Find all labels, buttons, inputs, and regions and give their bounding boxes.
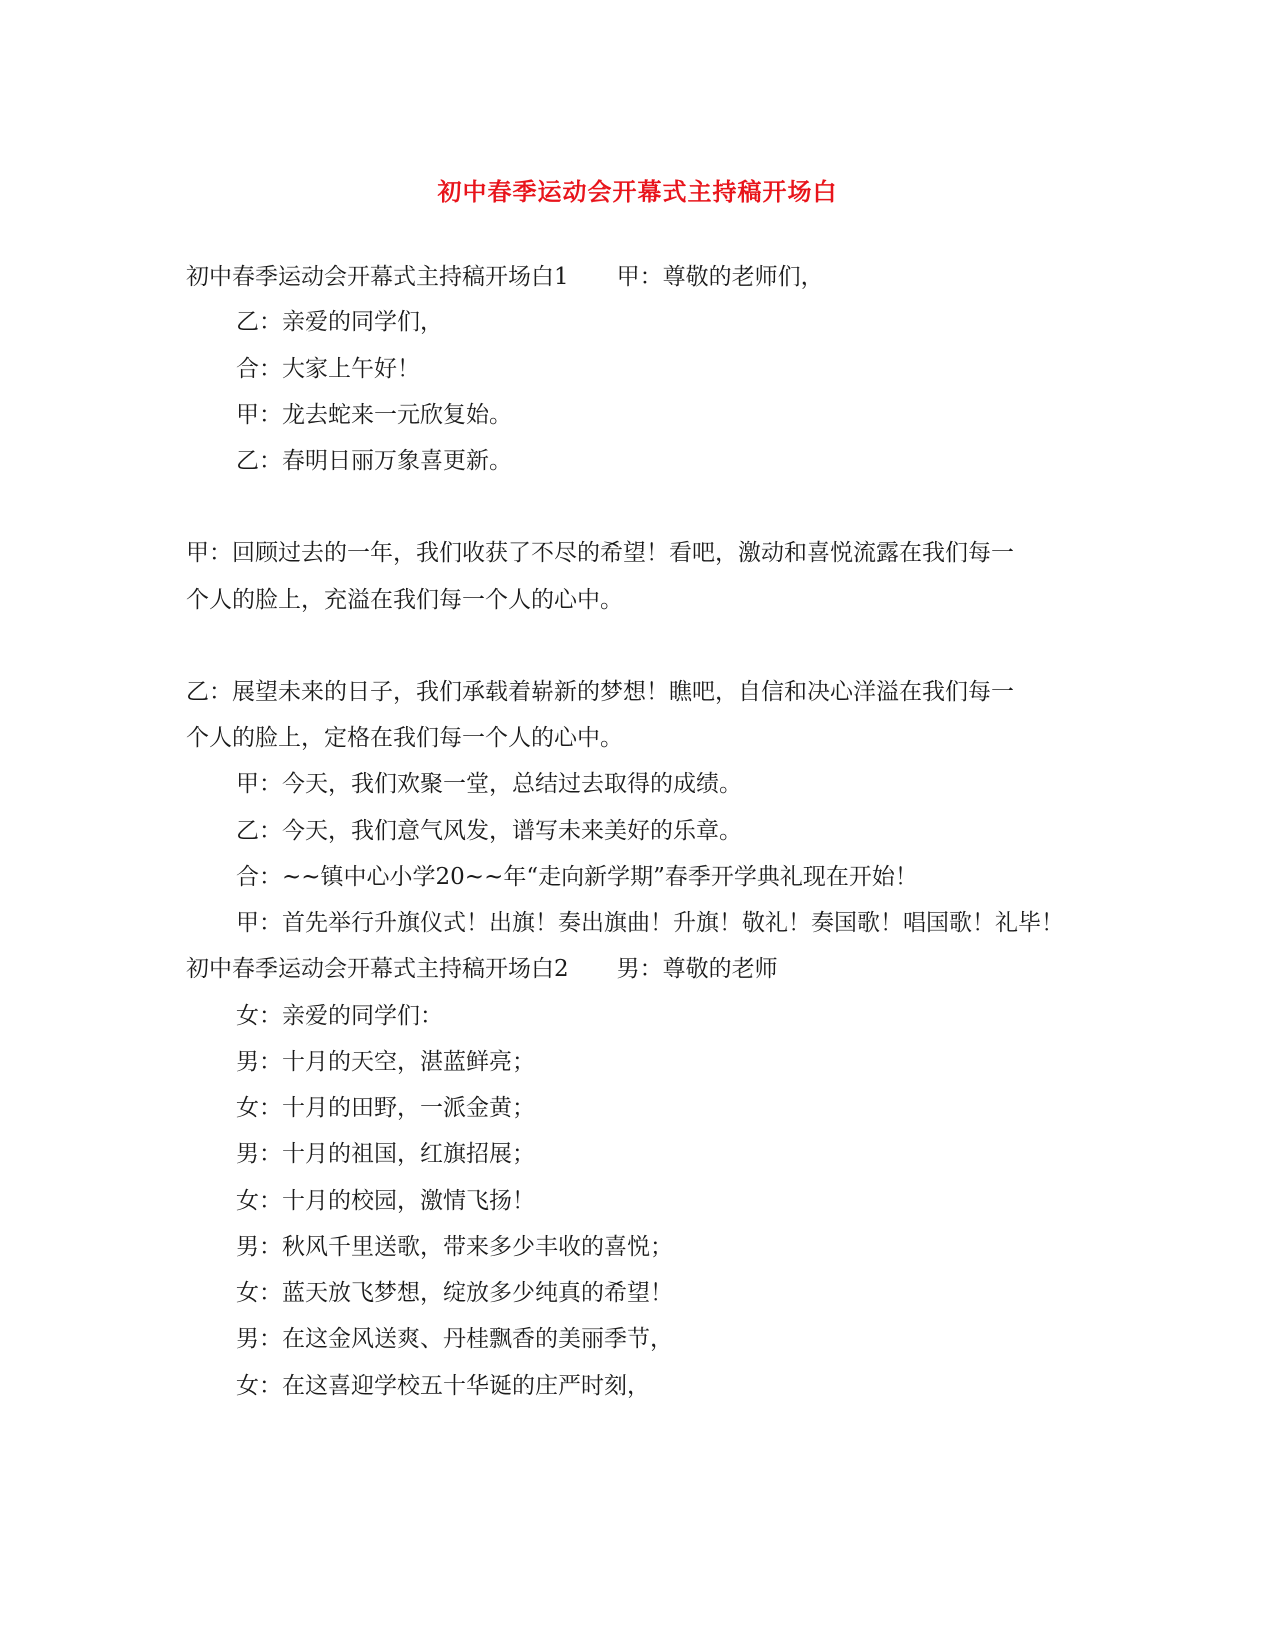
dialogue-line: 男：十月的祖国，红旗招展； <box>236 1141 535 1167</box>
dialogue-line: 女：在这喜迎学校五十华诞的庄严时刻， <box>236 1373 650 1399</box>
dialogue-line: 女：蓝天放飞梦想，绽放多少纯真的希望！ <box>236 1280 673 1306</box>
dialogue-line: 甲：龙去蛇来一元欣复始。 <box>236 402 512 428</box>
dialogue-line: 男：秋风千里送歌，带来多少丰收的喜悦； <box>236 1234 673 1260</box>
dialogue-line: 合：大家上午好！ <box>236 356 420 382</box>
section-heading-text: 初中春季运动会开幕式主持稿开场白2 <box>186 956 569 982</box>
dialogue-line: 女：十月的校园，激情飞扬！ <box>236 1188 535 1214</box>
dialogue-line: 男：在这金风送爽、丹桂飘香的美丽季节， <box>236 1326 673 1352</box>
section-heading-text: 初中春季运动会开幕式主持稿开场白1 <box>186 264 569 290</box>
document-title: 初中春季运动会开幕式主持稿开场白 <box>437 177 838 206</box>
dialogue-line: 甲：首先举行升旗仪式！出旗！奏出旗曲！升旗！敬礼！奏国歌！唱国歌！礼毕！ <box>236 910 1064 936</box>
dialogue-line: 个人的脸上，充溢在我们每一个人的心中。 <box>186 587 623 613</box>
section-heading-1 <box>186 262 824 292</box>
dialogue-line: 甲：尊敬的老师们， <box>616 264 824 290</box>
dialogue-line: 甲：回顾过去的一年，我们收获了不尽的希望！看吧，激动和喜悦流露在我们每一 <box>186 540 1014 566</box>
dialogue-line: 男：尊敬的老师 <box>616 956 778 982</box>
section-heading-2 <box>186 954 778 984</box>
dialogue-line: 男：十月的天空，湛蓝鲜亮； <box>236 1049 535 1075</box>
dialogue-line: 乙：展望未来的日子，我们承载着崭新的梦想！瞧吧，自信和决心洋溢在我们每一 <box>186 679 1014 705</box>
dialogue-line: 个人的脸上，定格在我们每一个人的心中。 <box>186 725 623 751</box>
dialogue-line: 女：亲爱的同学们： <box>236 1003 443 1029</box>
dialogue-line: 合：~~镇中心小学20~~年“走向新学期”春季开学典礼现在开始！ <box>236 864 918 890</box>
dialogue-line: 甲：今天，我们欢聚一堂，总结过去取得的成绩。 <box>236 771 742 797</box>
dialogue-line: 女：十月的田野，一派金黄； <box>236 1095 535 1121</box>
dialogue-line: 乙：今天，我们意气风发，谱写未来美好的乐章。 <box>236 818 742 844</box>
dialogue-line: 乙：亲爱的同学们， <box>236 309 443 335</box>
dialogue-line: 乙：春明日丽万象喜更新。 <box>236 448 512 474</box>
